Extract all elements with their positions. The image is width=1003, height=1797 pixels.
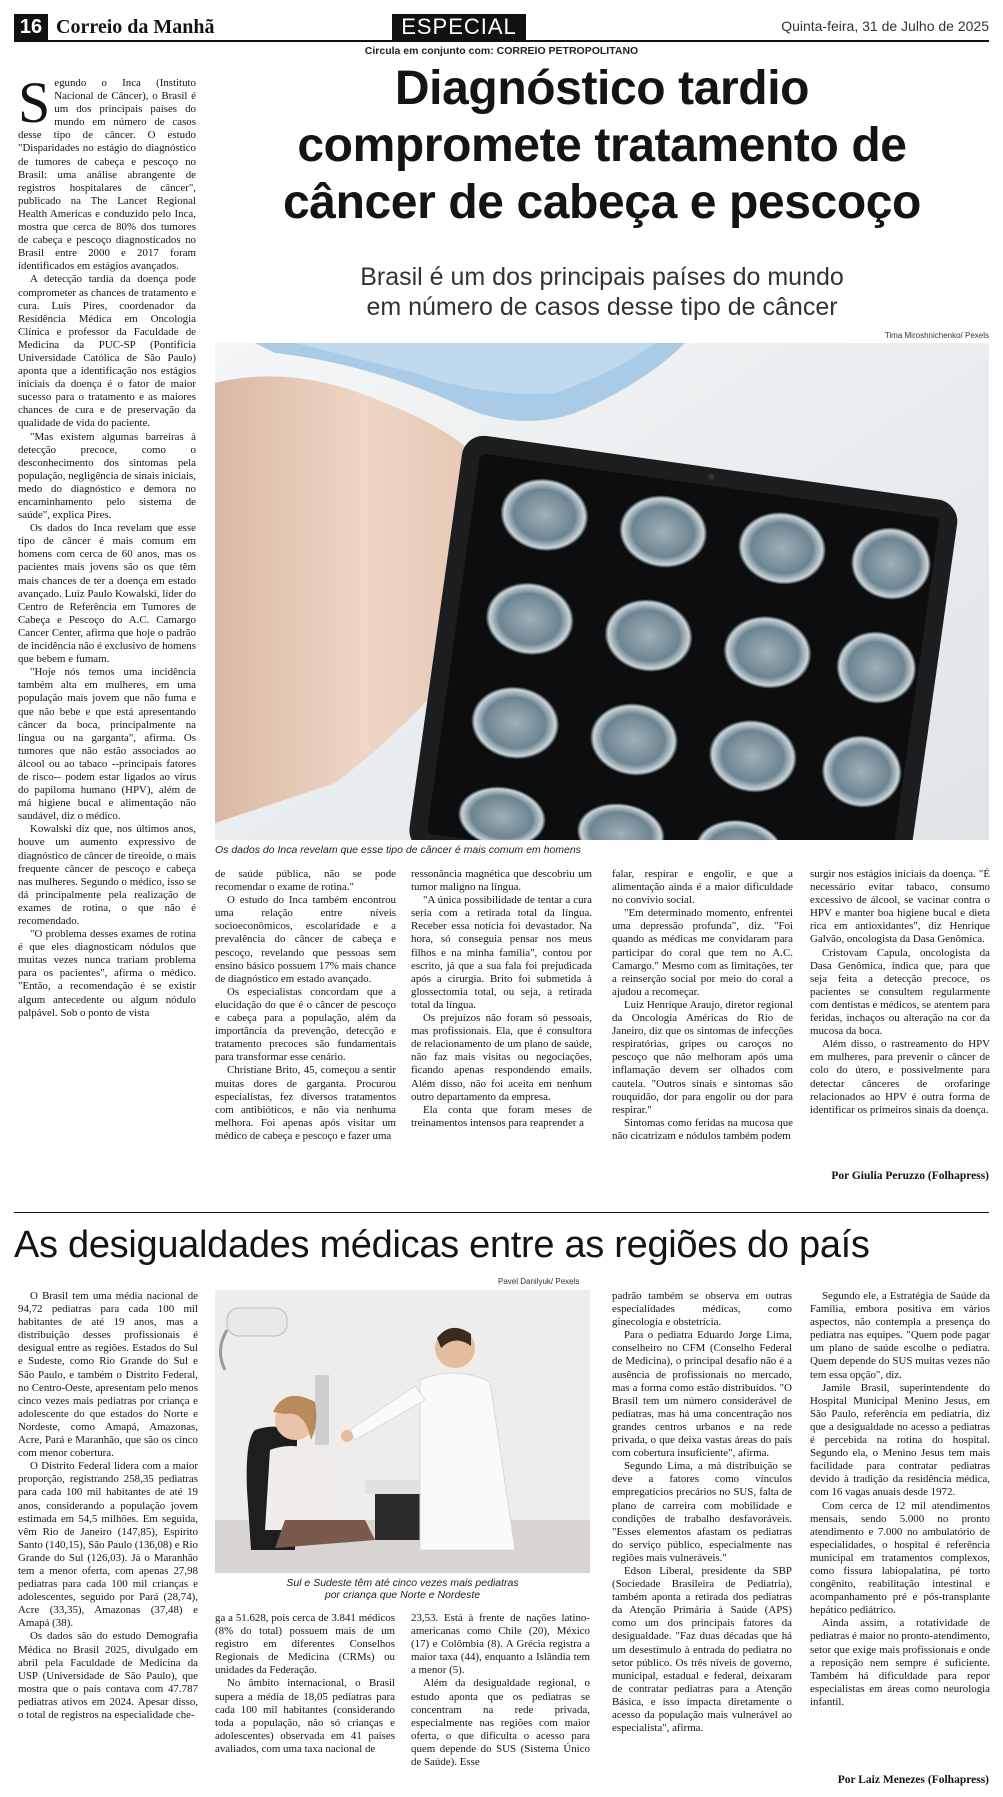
story1-byline: Por Giulia Peruzzo (Folhapress)	[831, 1170, 989, 1182]
story2-column-4	[612, 1290, 792, 1735]
paragraph: Segundo ele, a Estratégia de Saúde da Família, embora positiva em vários aspectos, não contempla a presença do pediatra nas equipes. "Quem pode pagar um plano de saúde escolhe o pediatra. Quem depende do SUS muitas vezes não tem essa opção", diz.	[810, 1290, 990, 1381]
paragraph: Para o pediatra Eduardo Jorge Lima, conselheiro no CFM (Conselho Federal de Medicina), o principal desafio não é a ausência de profissionais no mercado, mas a forma como estão distribuídos. "O Brasil tem um número considerável de pediatras, mas há uma concentração nos grandes centros urbanos e na rede privada, o que deixa vastas áreas do país com cobertura insuficiente", afirma.	[612, 1329, 792, 1460]
photo-brain-scan-tablet	[215, 343, 989, 840]
paragraph: "Mas existem algumas barreiras à detecção precoce, como o desconhecimento dos sintomas pela população, negligência de sinais iniciais, medo do diagnóstico e demora no encaminhamento pelo sistema de saúde", explica Pires.	[18, 430, 196, 522]
story1-column-2	[215, 868, 396, 1143]
circulation-note: Circula em conjunto com: CORREIO PETROPOLITANO	[364, 45, 639, 57]
paragraph: Luiz Henrique Araujo, diretor regional da Oncologia Américas do Rio de Janeiro, diz que os sintomas de infecções respiratórias, gripes ou caroços no pescoço que não melhoram após uma inflamação devem ser olhados com cautela. "Outros sinais e sintomas são rouquidão, dor para engolir ou dor para respirar."	[612, 998, 793, 1116]
paragraph: 23,53. Está à frente de nações latino-americanas como Chile (20), México (17) e Colômbia (8). A Grécia registra a maior taxa (44), enquanto a Islândia tem a menor (5).	[411, 1612, 590, 1677]
story2-headline: As desigualdades médicas entre as regiões do país	[14, 1224, 870, 1266]
story1-subhead	[212, 262, 992, 322]
paragraph: de saúde pública, não se pode recomendar o exame de rotina."	[215, 868, 396, 894]
paragraph: A detecção tardia da doença pode comprometer as chances de tratamento e cura. Luís Pires, coordenador da Residência Médica em Oncologia Clínica e professor da Faculdade de Medicina da PUC-SP (Pontifícia Universidade Católica de São Paulo) aponta que a identificação nos estágios iniciais da doença é o fator de maior sucesso para o tratamento e as maiores chances de cura e de preservação da qualidade de vida do paciente.	[18, 273, 196, 430]
paragraph: padrão também se observa em outras especialidades médicas, como ginecologia e obstetrícia.	[612, 1290, 792, 1329]
paragraph: Edson Liberal, presidente da SBP (Sociedade Brasileira de Pediatria), também aponta a retirada dos pediatras da Atenção Primária à Saúde (APS) como um dos principais fatores da desigualdade. "Faz duas décadas que há um desestímulo à entrada do pediatra no setor público. Os três níveis de governo, municipal, estadual e federal, deixaram de contratar pediatras para a Atenção Básica, e isso impacta diretamente o acesso da população mais vulnerável ao especialista", afirma.	[612, 1564, 792, 1735]
paragraph: O estudo do Inca também encontrou uma relação entre níveis socioeconômicos, escolaridade e a prevalência do câncer de cabeça e pescoço, revelando que pessoas sem ensino básico possuem 17% mais chance de diagnóstico em estado avançado.	[215, 894, 396, 985]
story1-column-4	[612, 868, 793, 1143]
paragraph: ga a 51.628, pois cerca de 3.841 médicos (8% do total) possuem mais de um registro em diferentes Conselhos Regionais de Medicina (CRMs) ou unidades da Federação.	[215, 1612, 395, 1677]
paragraph: "Hoje nós temos uma incidência também alta em mulheres, em uma população mais jovem que não fuma e que não bebe e que está apresentando câncer da boca, principalmente na língua ou na garganta", afirma. Os tumores que não estão associados ao álcool ou ao tabaco --principais fatores de risco-- podem estar ligados ao vírus do papiloma humano (HPV), além de má higiene bucal e alimentação não saudável, diz o médico.	[18, 666, 196, 823]
story1-column-5	[810, 868, 990, 1117]
headline-line: Diagnóstico tardio	[394, 62, 810, 115]
story2-column-1	[18, 1290, 198, 1722]
paragraph: "A única possibilidade de tentar a cura seria com a retirada total da língua. Receber essa notícia foi devastador. Na hora, só conseguia pensar nos meus filhos e na minha família", contou por escrito, já que a sua fala foi prejudicada após a cirurgia. Brito foi submetida à glossectomia total, ou seja, a retirada total da língua.	[411, 894, 592, 1011]
dropcap: S	[18, 70, 51, 135]
story1-headline	[212, 60, 992, 231]
paragraph: "O problema desses exames de rotina é que eles diagnosticam nódulos que muitas vezes nunca trariam problema para os pacientes", afirma o médico. "Então, a recomendação é se existir algum antecedente ou algum nódulo palpável. Sob o ponto de vista	[18, 928, 196, 1019]
paragraph: O Brasil tem uma média nacional de 94,72 pediatras para cada 100 mil habitantes de até 19 anos, mas a distribuição desses profissionais é desigual entre as regiões. Estados do Sul e Sudeste, como Rio Grande do Sul e São Paulo, e também o Distrito Federal, no Centro-Oeste, apresentam pelo menos cinco vezes mais pediatras por criança e adolescente do que estados do Norte e Nordeste, como Amapá, Amazonas, Acre, Pará e Maranhão, que são os cinco com menor cobertura.	[18, 1290, 198, 1460]
paragraph: Os dados do Inca revelam que esse tipo de câncer é mais comum em homens com cerca de 60 anos, mas os pacientes mais jovens são os que têm mais chances de ter a doença em estado avançado. Luiz Paulo Kowalski, líder do Centro de Referência em Tumores de Cabeça e Pescoço do A.C. Camargo Cancer Center, afirma que hoje o padrão de incidência não é exclusivo de homens que bebem e fumam.	[18, 522, 196, 666]
photo1-caption: Os dados do Inca revelam que esse tipo de câncer é mais comum em homens	[215, 844, 581, 856]
issue-date: Quinta-feira, 31 de Julho de 2025	[781, 18, 989, 34]
caption-line: por criança que Norte e Nordeste	[324, 1589, 481, 1601]
paragraph: Christiane Brito, 45, começou a sentir muitas dores de garganta. Procurou especialistas, fez diversos tratamentos com antibióticos, e não via nenhuma melhora. Foi apenas após visitar um médico de cabeça e pescoço e fazer uma	[215, 1064, 396, 1142]
story2-byline: Por Laiz Menezes (Folhapress)	[837, 1774, 989, 1786]
story1-column-3	[411, 868, 592, 1130]
photo2-caption	[215, 1577, 590, 1601]
story1-column-1	[18, 70, 196, 1020]
paragraph: falar, respirar e engolir, e que a alimentação ainda é a maior dificuldade no convívio social.	[612, 868, 793, 907]
headline-line: câncer de cabeça e pescoço	[283, 176, 921, 229]
paragraph: Os prejuízos não foram só pessoais, mas profissionais. Ela, que é consultora de relacionamento de um plano de saúde, não faz mais visitas ou negociações, ficando apenas respondendo emails. Além disso, não foi aceita em nenhum outro departamento da empresa.	[411, 1012, 592, 1103]
photo-pediatrician-child	[215, 1290, 590, 1573]
paragraph: Além disso, o rastreamento do HPV em mulheres, para prevenir o câncer de colo do útero, e possivelmente para detectar cânceres de orofaringe relacionados ao HPV é outra forma de identificar os primeiros sinais da doença.	[810, 1038, 990, 1116]
paragraph: Ainda assim, a rotatividade de pediatras é maior no pronto-atendimento, setor que exige mais profissionais e onde a reposição nem sempre é suficiente. Também há dificuldade para repor especialistas em áreas como neurologia infantil.	[810, 1617, 990, 1708]
section-label: ESPECIAL	[392, 14, 526, 40]
paragraph: O Distrito Federal lidera com a maior proporção, registrando 258,35 pediatras para cada 100 mil habitantes de até 19 anos, considerando a população jovem estimada em 54,5 milhões. Em seguida, vêm Rio de Janeiro (147,85), Espírito Santo (140,15), São Paulo (136,08) e Rio Grande do Sul (126,03). Já o Maranhão tem a menor oferta, com apenas 27,98 pediatras para cada 100 mil crianças e adolescentes, seguido por Pará (28,74), Acre (33,35), Amazonas (37,48) e Amapá (38).	[18, 1460, 198, 1630]
paragraph: Os especialistas concordam que a elucidação do que é o câncer de pescoço e cabeça para a população, além da importância da prevenção, detecção e tratamento precoces são fundamentais para transformar esse cenário.	[215, 985, 396, 1064]
headline-line: compromete tratamento de	[297, 119, 907, 172]
paragraph: Além da desigualdade regional, o estudo aponta que os pediatras se concentram na rede privada, especialmente nas regiões com maior oferta, o que dificulta o acesso para quem depende do SUS (Sistema Único de Saúde). Esse	[411, 1677, 590, 1769]
paragraph: Sintomas como feridas na mucosa que não cicatrizam e nódulos também podem	[612, 1116, 793, 1142]
story2-column-2	[215, 1612, 395, 1756]
caption-line: Sul e Sudeste têm até cinco vezes mais pediatras	[286, 1577, 519, 1589]
photo2-credit: Pavel Danilyuk/ Pexels	[498, 1277, 580, 1286]
paragraph: Os dados são do estudo Demografia Médica no Brasil 2025, divulgado em abril pela Faculdade de Medicina da USP (Universidade de São Paulo), que mostra que o país contava com 47.787 pediatras ativos em 2024. Apesar disso, o total de registros na especialidade che-	[18, 1630, 198, 1721]
story-divider	[14, 1212, 989, 1213]
paragraph: Kowalski diz que, nos últimos anos, houve um aumento expressivo de diagnóstico de câncer de tireoide, o mais frequente câncer de pescoço e cabeça nas mulheres. Segundo o médico, isso se dá principalmente pela realização de exames de rotina, o que não é recomendado.	[18, 823, 196, 927]
paragraph: Segundo Lima, a má distribuição se deve a fatores como vínculos empregatícios precários no SUS, falta de plano de carreira com mobilidade e condições de trabalho desfavoráveis. "Esses elementos afastam os pediatras do serviço público, especialmente nas regiões mais vulneráveis."	[612, 1460, 792, 1564]
paragraph: Cristovam Capula, oncologista da Dasa Genômica, indica que, para que seja feita a detecção precoce, os pacientes se consultem regularmente com dentistas e médicos, se atentem para feridas, inchaços ou alteração na cor da mucosa da boca.	[810, 946, 990, 1038]
paragraph: Jamile Brasil, superintendente do Hospital Municipal Menino Jesus, em São Paulo, referência em pediatria, diz que a desigualdade no acesso a pediatras é percebida na rotina do hospital. Segundo ela, o Menino Jesus tem mais facilidade para contratar pediatras devido à tradição da residência médica, com 16 vagas anuais desde 1972.	[810, 1381, 990, 1499]
newspaper-name: Correio da Manhã	[56, 16, 215, 38]
story2-column-5	[810, 1290, 990, 1709]
header-rule	[14, 40, 989, 42]
subhead-line: em número de casos desse tipo de câncer	[366, 293, 838, 321]
paragraph: No âmbito internacional, o Brasil supera a média de 18,05 pediatras para cada 100 mil habitantes (considerando toda a população, não só crianças e adolescentes) observada em 41 países avaliados, com uma taxa nacional de	[215, 1677, 395, 1755]
paragraph: ressonância magnética que descobriu um tumor maligno na língua.	[411, 868, 592, 894]
paragraph: egundo o Inca (Instituto Nacional de Câncer), o Brasil é um dos principais países do mundo em número de casos desse tipo de câncer. O estudo "Disparidades no estágio do diagnóstico de tumores de cabeça e pescoço no Brasil: uma análise abrangente de registros hospitalares de câncer", publicado na The Lancet Regional Health Americas e conduzido pelo Inca, mostra que cerca de 80% dos tumores de cabeça e pescoço diagnosticados no Brasil entre 2000 e 2017 foram identificados em estágios avançados.	[18, 77, 196, 273]
paragraph: surgir nos estágios iniciais da doença. "É necessário evitar tabaco, consumo excessivo de álcool, se vacinar contra o HPV e manter boa higiene bucal e dieta rica em antioxidantes", diz Henrique Galvão, oncologista da Dasa Genômica.	[810, 868, 990, 946]
subhead-line: Brasil é um dos principais países do mundo	[360, 263, 844, 291]
story2-column-3	[411, 1612, 590, 1769]
paragraph: Ela conta que foram meses de treinamentos intensos para reaprender a	[411, 1103, 592, 1129]
paragraph: "Em determinado momento, enfrentei uma depressão profunda", diz. "Foi quando as médicas me convidaram para participar do coral que tem no A.C. Camargo." Mesmo com as limitações, ter a reinserção social por meio do coral a ajudou a recomeçar.	[612, 907, 793, 998]
paragraph: Com cerca de 12 mil atendimentos mensais, sendo 5.000 no pronto atendimento e 7.000 no ambulatório de especialidades, o hospital é referência municipal em tratamentos complexos, como fissura labiopalatina, pé torto congênito, reabilitação intestinal e acompanhamento pré e pós-transplante hepático pediátrico.	[810, 1499, 990, 1617]
photo1-credit: Tima Miroshnichenko/ Pexels	[884, 331, 989, 340]
page-number: 16	[14, 14, 48, 40]
